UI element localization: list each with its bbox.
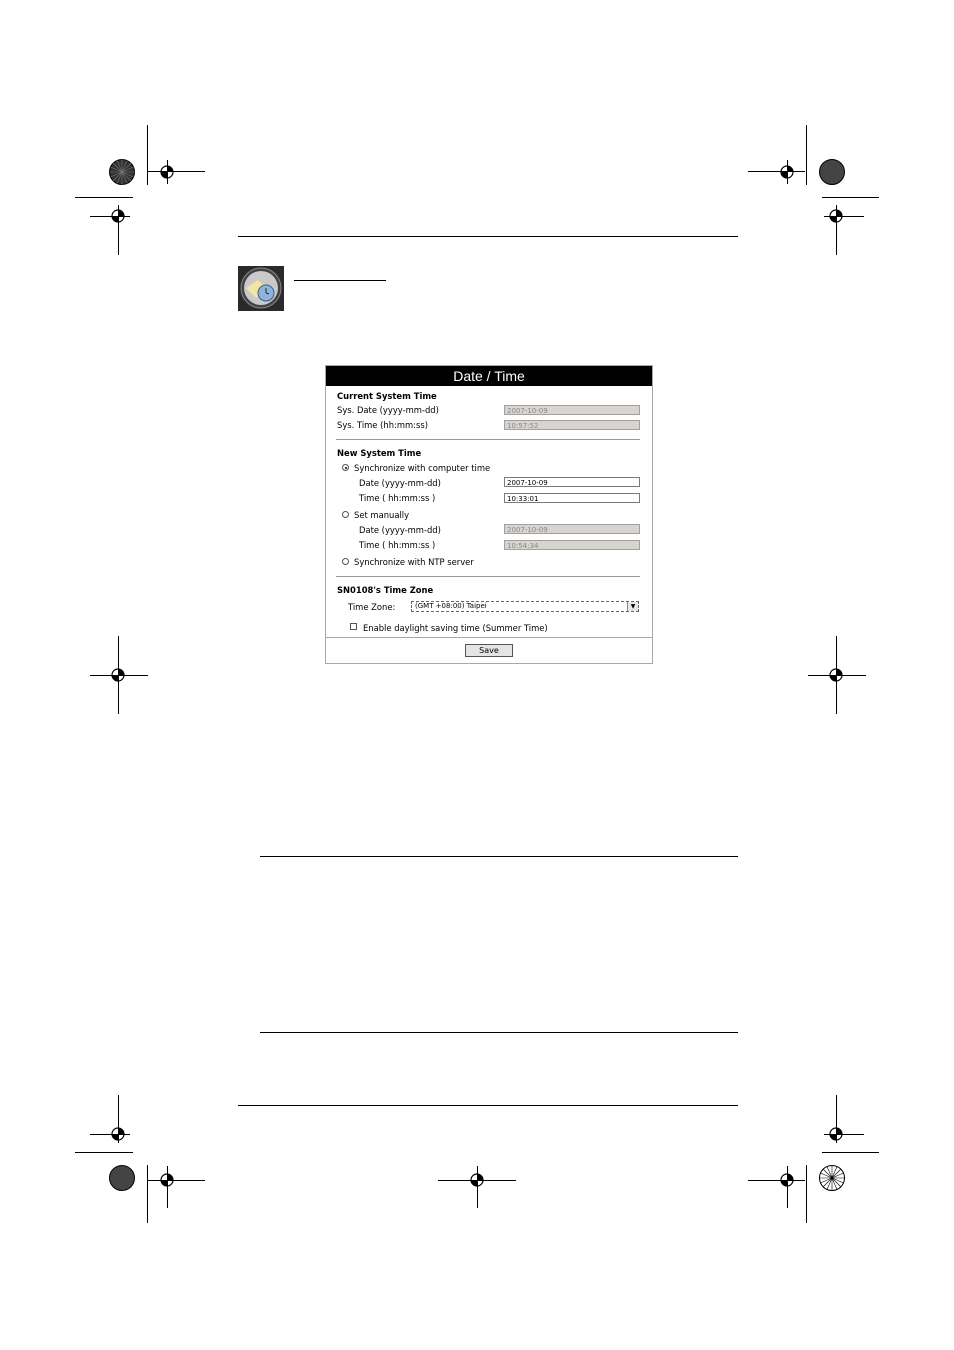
date-time-clock-icon	[238, 266, 284, 311]
time-zone-label: Time Zone:	[348, 602, 396, 612]
time-zone-value: (GMT +08:00) Taipei	[415, 602, 487, 610]
sync-time-field[interactable]: 10:33:01	[504, 493, 640, 503]
sync-computer-radio[interactable]	[342, 464, 349, 471]
manual-time-field[interactable]: 10:54:34	[504, 540, 640, 550]
set-manually-label[interactable]: Set manually	[354, 510, 410, 520]
chevron-down-icon[interactable]: ▼	[627, 602, 638, 611]
registration-mark-bottom-left-solid	[109, 1165, 135, 1195]
section-divider	[336, 439, 640, 440]
sync-date-label: Date (yyyy-mm-dd)	[359, 478, 441, 488]
registration-mark-bottom-right-starburst	[819, 1165, 845, 1195]
time-zone-select[interactable]	[411, 601, 639, 612]
sys-date-field: 2007-10-09	[504, 405, 640, 415]
sync-date-field[interactable]: 2007-10-09	[504, 477, 640, 487]
set-manually-radio[interactable]	[342, 511, 349, 518]
manual-time-label: Time ( hh:mm:ss )	[359, 540, 436, 550]
footer-rule	[238, 1105, 738, 1106]
dialog-title: Date / Time	[326, 366, 652, 386]
note-bottom-rule	[260, 1032, 738, 1033]
sys-time-field: 10:57:52	[504, 420, 640, 430]
current-system-time-heading: Current System Time	[337, 391, 437, 401]
new-system-time-heading: New System Time	[337, 448, 422, 458]
dst-checkbox[interactable]	[350, 623, 357, 630]
section-heading-underline	[294, 280, 386, 281]
sys-time-label: Sys. Time (hh:mm:ss)	[337, 420, 428, 430]
sync-computer-label[interactable]: Synchronize with computer time	[354, 463, 491, 473]
footer-divider	[326, 637, 652, 638]
manual-date-field[interactable]: 2007-10-09	[504, 524, 640, 534]
sync-time-label: Time ( hh:mm:ss )	[359, 493, 436, 503]
header-rule	[238, 236, 738, 237]
sys-date-label: Sys. Date (yyyy-mm-dd)	[337, 405, 439, 415]
date-time-dialog	[325, 365, 653, 664]
save-button[interactable]: Save	[465, 644, 513, 657]
registration-mark-top-right-solid	[819, 159, 845, 189]
registration-mark-top-left-solid	[109, 159, 135, 189]
manual-date-label: Date (yyyy-mm-dd)	[359, 525, 441, 535]
note-top-rule	[260, 856, 738, 857]
ntp-server-radio[interactable]	[342, 558, 349, 565]
time-zone-heading: SN0108's Time Zone	[337, 585, 434, 595]
dst-label[interactable]: Enable daylight saving time (Summer Time)	[363, 623, 548, 633]
ntp-server-label[interactable]: Synchronize with NTP server	[354, 557, 474, 567]
section-divider	[336, 576, 640, 577]
